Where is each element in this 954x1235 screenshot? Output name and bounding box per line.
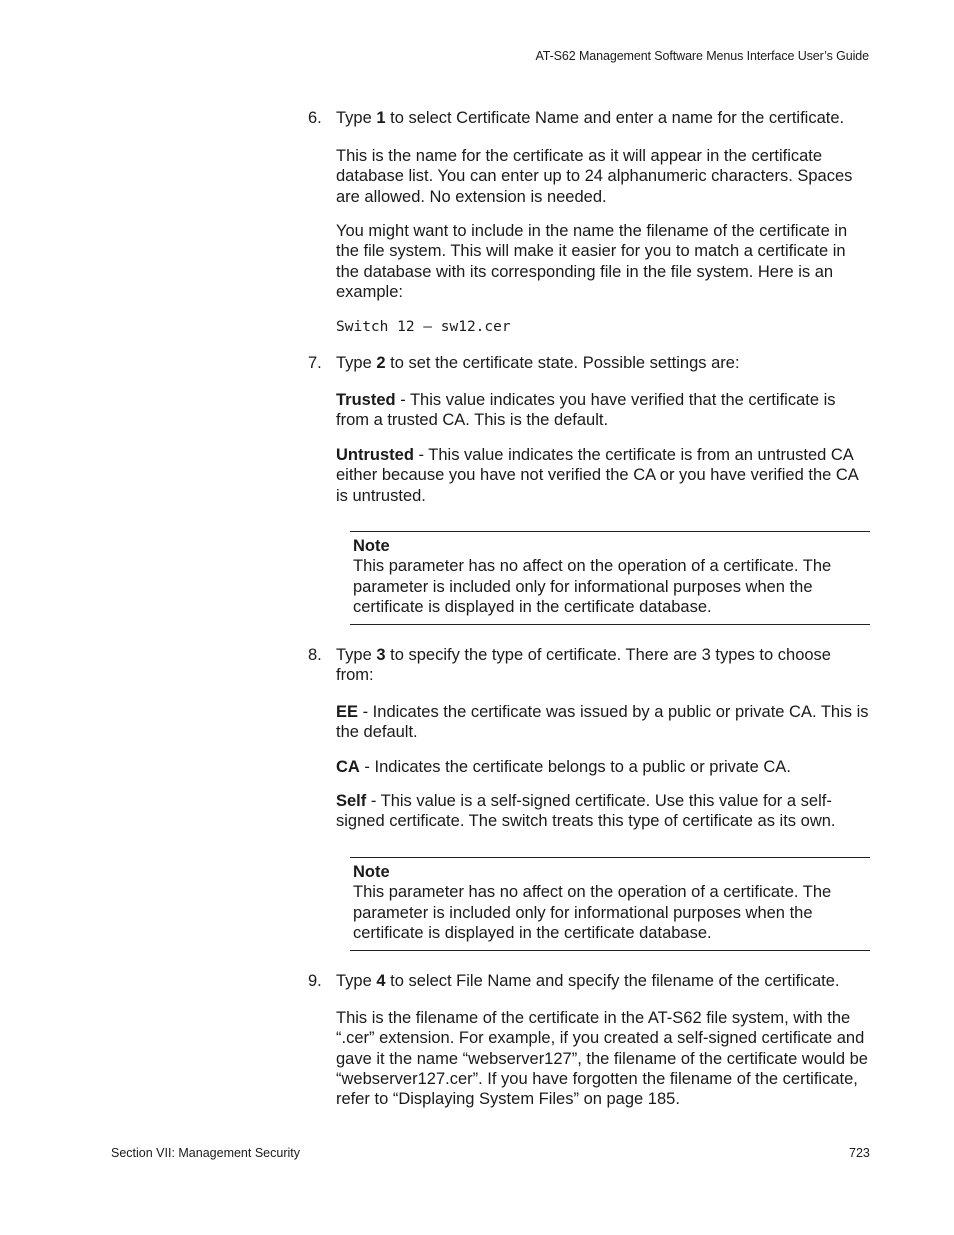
step-8: [308, 645, 870, 686]
step-9: [308, 971, 870, 991]
step-text: Type 3 to specify the type of certificate. There are 3 types to choose from:: [336, 646, 831, 685]
step-6: [308, 108, 870, 128]
step-number: 7.: [308, 354, 322, 372]
code-example: Switch 12 – sw12.cer: [336, 319, 511, 335]
note-box: [350, 857, 870, 951]
key-number: 4: [376, 972, 386, 990]
page-number: 723: [849, 1146, 870, 1160]
option-ee: EE - Indicates the certificate was issued by a public or private CA. This is the default.: [336, 703, 869, 742]
step-number: 6.: [308, 109, 322, 127]
option-ca: CA - Indicates the certificate belongs to a public or private CA.: [336, 758, 791, 776]
step-number: 9.: [308, 972, 322, 990]
option-self: Self - This value is a self-signed certificate. Use this value for a self-signed certificate. The switch treats this type of certificate as its own.: [336, 792, 836, 831]
running-header: AT-S62 Management Software Menus Interface User’s Guide: [535, 49, 869, 63]
note-title: Note: [353, 537, 390, 555]
key-number: 1: [376, 109, 386, 127]
paragraph: This is the name for the certificate as it will appear in the certificate database list. You can enter up to 24 alphanumeric characters. Spaces are allowed. No extension is needed.: [336, 147, 853, 206]
step-text: Type 4 to select File Name and specify the filename of the certificate.: [336, 972, 840, 990]
note-title: Note: [353, 863, 390, 881]
paragraph: This is the filename of the certificate in the AT-S62 file system, with the “.cer” extension. For example, if you created a self-signed certificate and gave it the name “webserver127”, the filename of the certificate would be “webserver127.cer”. If you have forgotten the filename of the certificate, refer to “Displaying System Files” on page 185.: [336, 1009, 868, 1109]
step-number: 8.: [308, 646, 322, 664]
option-untrusted: Untrusted - This value indicates the certificate is from an untrusted CA either because you have not verified the CA or you have verified the CA is untrusted.: [336, 446, 858, 505]
note-text: This parameter has no affect on the operation of a certificate. The parameter is included only for informational purposes when the certificate is displayed in the certificate database.: [353, 557, 832, 616]
note-box: [350, 531, 870, 625]
footer-section: Section VII: Management Security: [111, 1146, 300, 1160]
step-text: Type 2 to set the certificate state. Possible settings are:: [336, 354, 740, 372]
option-trusted: Trusted - This value indicates you have verified that the certificate is from a trusted CA. This is the default.: [336, 391, 836, 430]
step-text: Type 1 to select Certificate Name and enter a name for the certificate.: [336, 109, 845, 127]
key-number: 3: [376, 646, 386, 664]
note-text: This parameter has no affect on the operation of a certificate. The parameter is included only for informational purposes when the certificate is displayed in the certificate database.: [353, 883, 832, 942]
key-number: 2: [376, 354, 386, 372]
paragraph: You might want to include in the name the filename of the certificate in the file system. This will make it easier for you to match a certificate in the database with its corresponding file in the file system. Here is an example:: [336, 222, 848, 301]
step-7: [308, 353, 870, 373]
